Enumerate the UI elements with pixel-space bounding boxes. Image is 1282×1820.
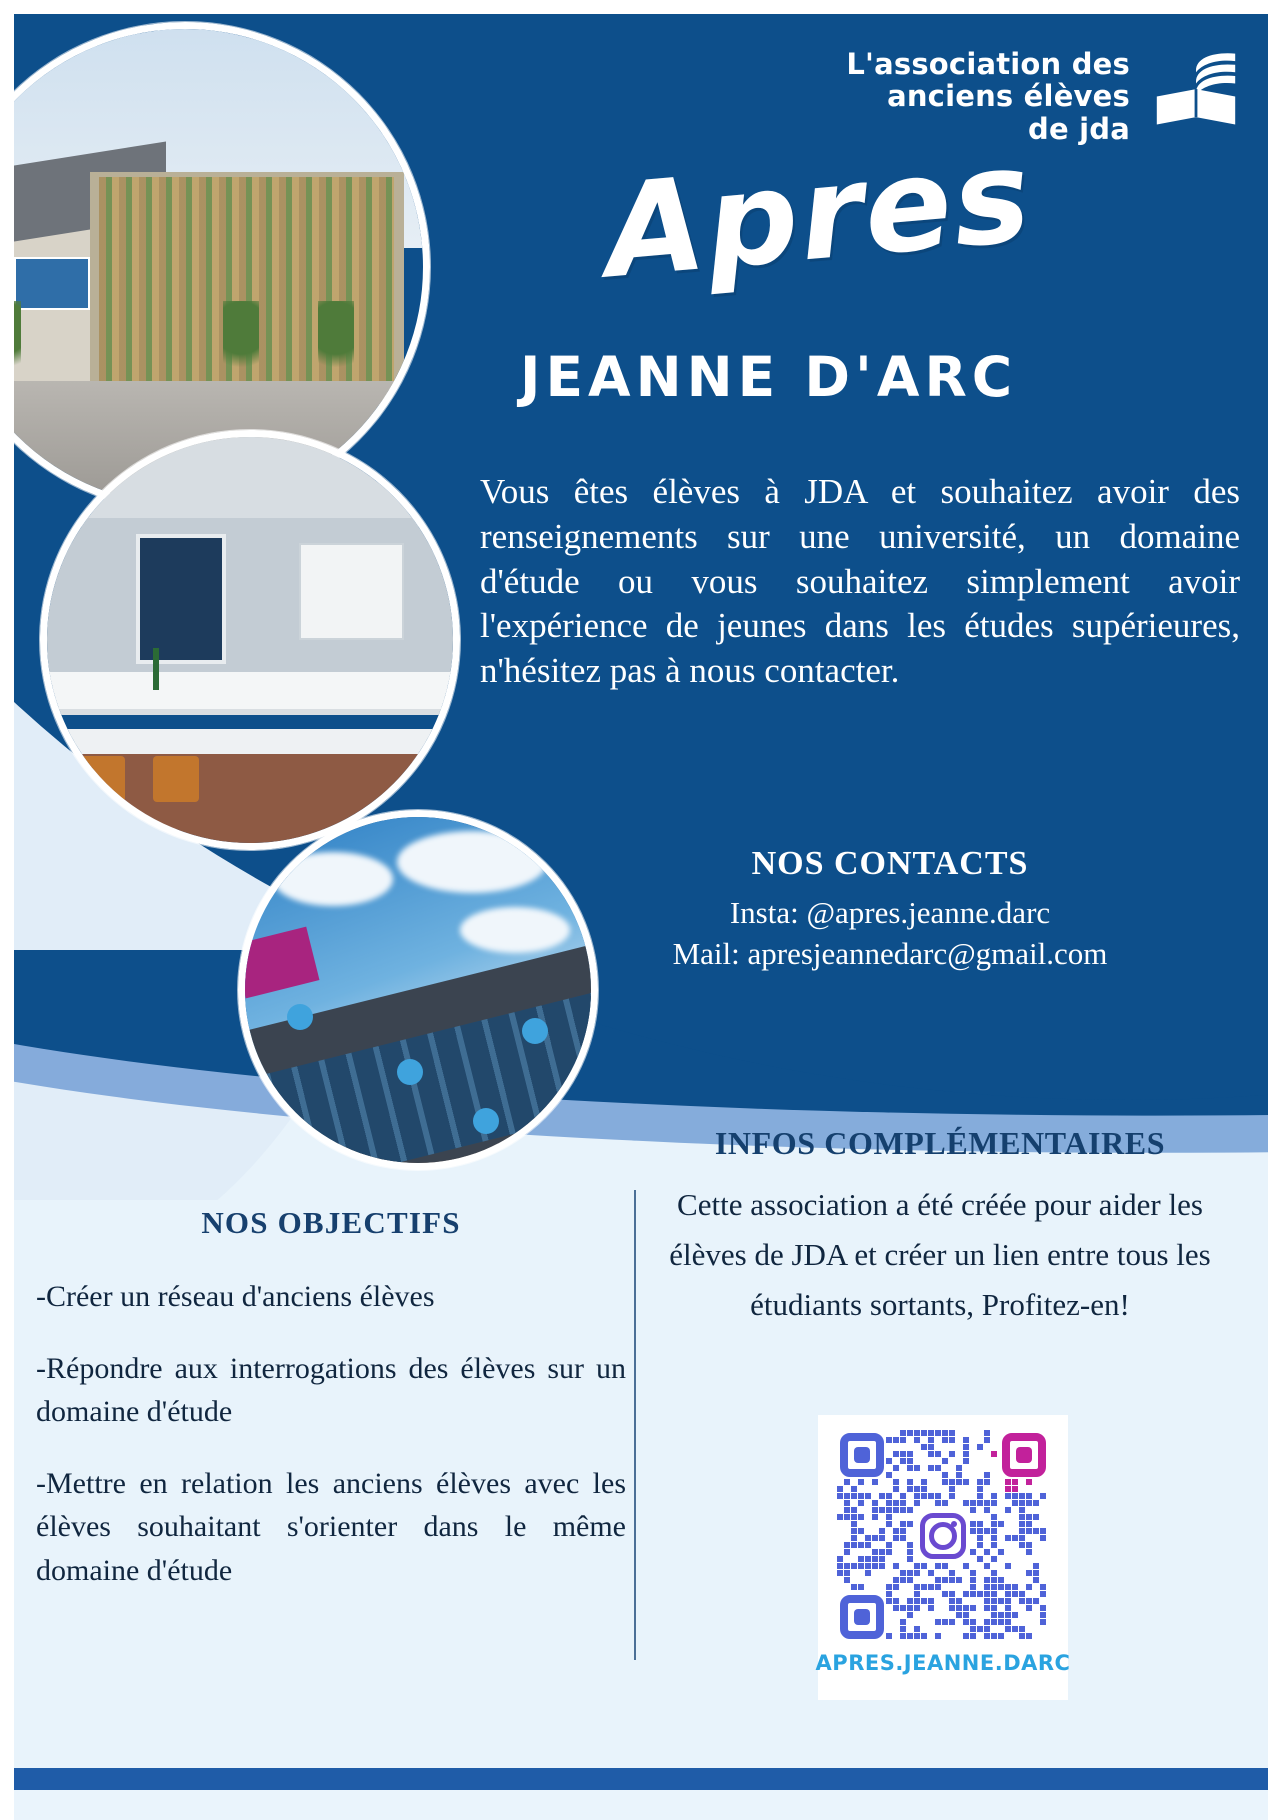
- objectives-section: [36, 1205, 626, 1620]
- logo-line-2: anciens élèves: [887, 79, 1130, 114]
- contact-mail: Mail: apresjeannedarc@gmail.com: [672, 935, 1108, 971]
- qr-code-matrix: [836, 1429, 1050, 1643]
- objectives-heading: NOS OBJECTIFS: [201, 1205, 461, 1240]
- infos-heading: INFOS COMPLÉMENTAIRES: [714, 1125, 1166, 1161]
- qr-caption: APRES.JEANNE.DARC: [815, 1651, 1071, 1675]
- qr-code-block[interactable]: [815, 1415, 1071, 1700]
- instagram-icon: [912, 1505, 974, 1567]
- footer-bar: [0, 1768, 1282, 1790]
- logo-line-3: de jda: [1028, 111, 1130, 146]
- infos-section: [655, 1125, 1225, 1331]
- objective-item: -Mettre en relation les anciens élèves avec les élèves souhaitant s'orienter dans le même domaine d'étude: [36, 1466, 626, 1587]
- logo-line-1: L'association des: [846, 47, 1130, 81]
- page-title: JEANNE D'ARC: [520, 345, 1018, 409]
- footer-margin: [0, 1790, 1282, 1820]
- open-book-icon: [1148, 48, 1244, 132]
- infos-body: Cette association a été créée pour aider les élèves de JDA et créer un lien entre tous les étudiants sortants, Profitez-en!: [669, 1187, 1211, 1323]
- objective-item: -Créer un réseau d'anciens élèves: [36, 1280, 435, 1313]
- intro-paragraph: Vous êtes élèves à JDA et souhaitez avoir des renseignements sur une université, un domaine d'étude ou vous souhaitez simplement avoir l'expérience de jeunes dans les études supérieures, n'hésitez pas à nous contacter.: [480, 472, 1240, 691]
- contact-instagram: Insta: @apres.jeanne.darc: [729, 895, 1051, 930]
- apres-script-word: Apres: [599, 121, 1038, 308]
- photo-science-lab: [40, 430, 460, 850]
- contacts-section: [540, 845, 1240, 975]
- contacts-heading: NOS CONTACTS: [751, 845, 1029, 882]
- objective-item: -Répondre aux interrogations des élèves sur un domaine d'étude: [36, 1351, 626, 1428]
- vertical-divider: [634, 1190, 636, 1660]
